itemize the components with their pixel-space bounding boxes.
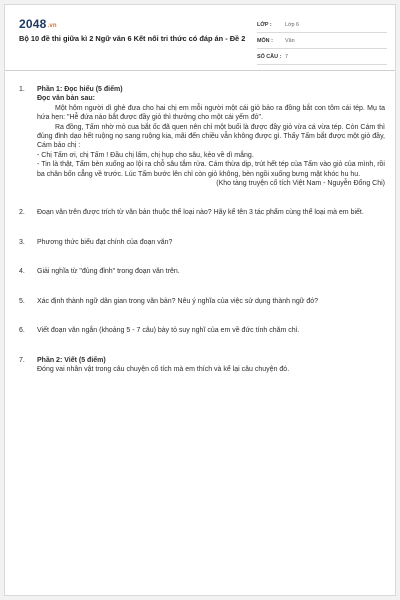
question-7	[19, 356, 385, 375]
question-number: 5.	[19, 297, 25, 305]
question-number: 2.	[19, 209, 25, 217]
passage-paragraph: Ra đồng, Tấm nhờ mò cua bắt ốc đã quen nên chỉ một buổi là được đầy giỏ vừa cá vừa tép. Còn Cám thì đủng đỉnh dạo hết ruộng nọ sang ruộng kia, mãi đến chiều vẫn không được gì. Thấy Tấm bắt được một giỏ đầy, Cám bảo chị :	[37, 123, 385, 150]
question-text: Viết đoạn văn ngắn (khoảng 5 - 7 câu) bày tỏ suy nghĩ của em về đức tính chăm chỉ.	[37, 327, 300, 335]
exam-sheet	[4, 4, 396, 596]
question-6	[19, 326, 385, 335]
logo-suffix: .vn	[47, 23, 57, 29]
passage-paragraph: - Tin là thật, Tấm bèn xuống ao lội ra chỗ sâu tắm rửa. Cám thừa dịp, trút hết tép của Tấm vào giỏ của mình, rồi ba chân bốn cẳng về trước. Lúc Tấm bước lên chỉ còn giỏ không, bèn ngồi xuống bưng mặt khóc hu hu.	[37, 161, 385, 178]
document-header	[5, 5, 396, 71]
question-text: Giải nghĩa từ "đủng đỉnh" trong đoạn văn trên.	[37, 268, 180, 276]
passage-paragraph: Một hôm người dì ghẻ đưa cho hai chị em mỗi người một cái giỏ bảo ra đồng bắt con tôm cái tép. Mụ ta hứa hẹn: "Hễ đứa nào bắt được đầy giỏ thì thưởng cho một cái yếm đỏ".	[37, 104, 385, 122]
meta-key: MÔN :	[257, 37, 273, 44]
question-text: Đoạn văn trên được trích từ văn bản thuộc thể loại nào? Hãy kể tên 3 tác phẩm cùng thể loại mà em biết.	[37, 209, 364, 217]
site-logo[interactable]	[19, 17, 57, 31]
question-list	[19, 85, 385, 374]
passage-paragraph: - Chị Tấm ơi, chị Tấm ! Đầu chị lấm, chị hụp cho sâu, kẻo về dì mắng.	[37, 151, 254, 159]
meta-row-class	[257, 17, 387, 33]
question-number: 1.	[19, 86, 25, 93]
section-heading: Phần 1: Đọc hiểu (5 điểm)	[37, 86, 123, 93]
meta-value: 7	[285, 53, 288, 60]
meta-key: SỐ CÂU :	[257, 53, 282, 60]
question-1	[19, 85, 385, 188]
meta-value: Văn	[285, 37, 295, 44]
meta-row-subject	[257, 33, 387, 49]
meta-value: Lớp 6	[285, 21, 300, 28]
question-text: Đóng vai nhân vật trong câu chuyện cổ tích mà em thích và kể lại câu chuyện đó.	[37, 365, 290, 373]
document-title: Bộ 10 đề thi giữa kì 2 Ngữ văn 6 Kết nối tri thức có đáp án - Đề 2	[19, 34, 246, 43]
question-text: Phương thức biểu đạt chính của đoạn văn?	[37, 238, 173, 246]
question-number: 3.	[19, 238, 25, 246]
question-text: Xác định thành ngữ dân gian trong văn bản? Nêu ý nghĩa của việc sử dụng thành ngữ đó?	[37, 297, 319, 305]
passage-instruction: Đọc văn bản sau:	[37, 95, 95, 103]
question-2	[19, 208, 385, 217]
question-number: 6.	[19, 327, 25, 335]
question-5	[19, 297, 385, 306]
section-heading: Phần 2: Viết (5 điểm)	[37, 356, 106, 364]
meta-row-count	[257, 49, 387, 65]
question-4	[19, 267, 385, 276]
question-number: 4.	[19, 268, 25, 276]
logo-text: 2048	[19, 17, 47, 31]
question-number: 7.	[19, 356, 25, 364]
exam-meta	[257, 17, 387, 65]
question-3	[19, 238, 385, 247]
meta-key: LỚP :	[257, 21, 272, 28]
passage-source: (Kho tàng truyện cổ tích Việt Nam - Nguyễn Đổng Chi)	[216, 180, 385, 188]
